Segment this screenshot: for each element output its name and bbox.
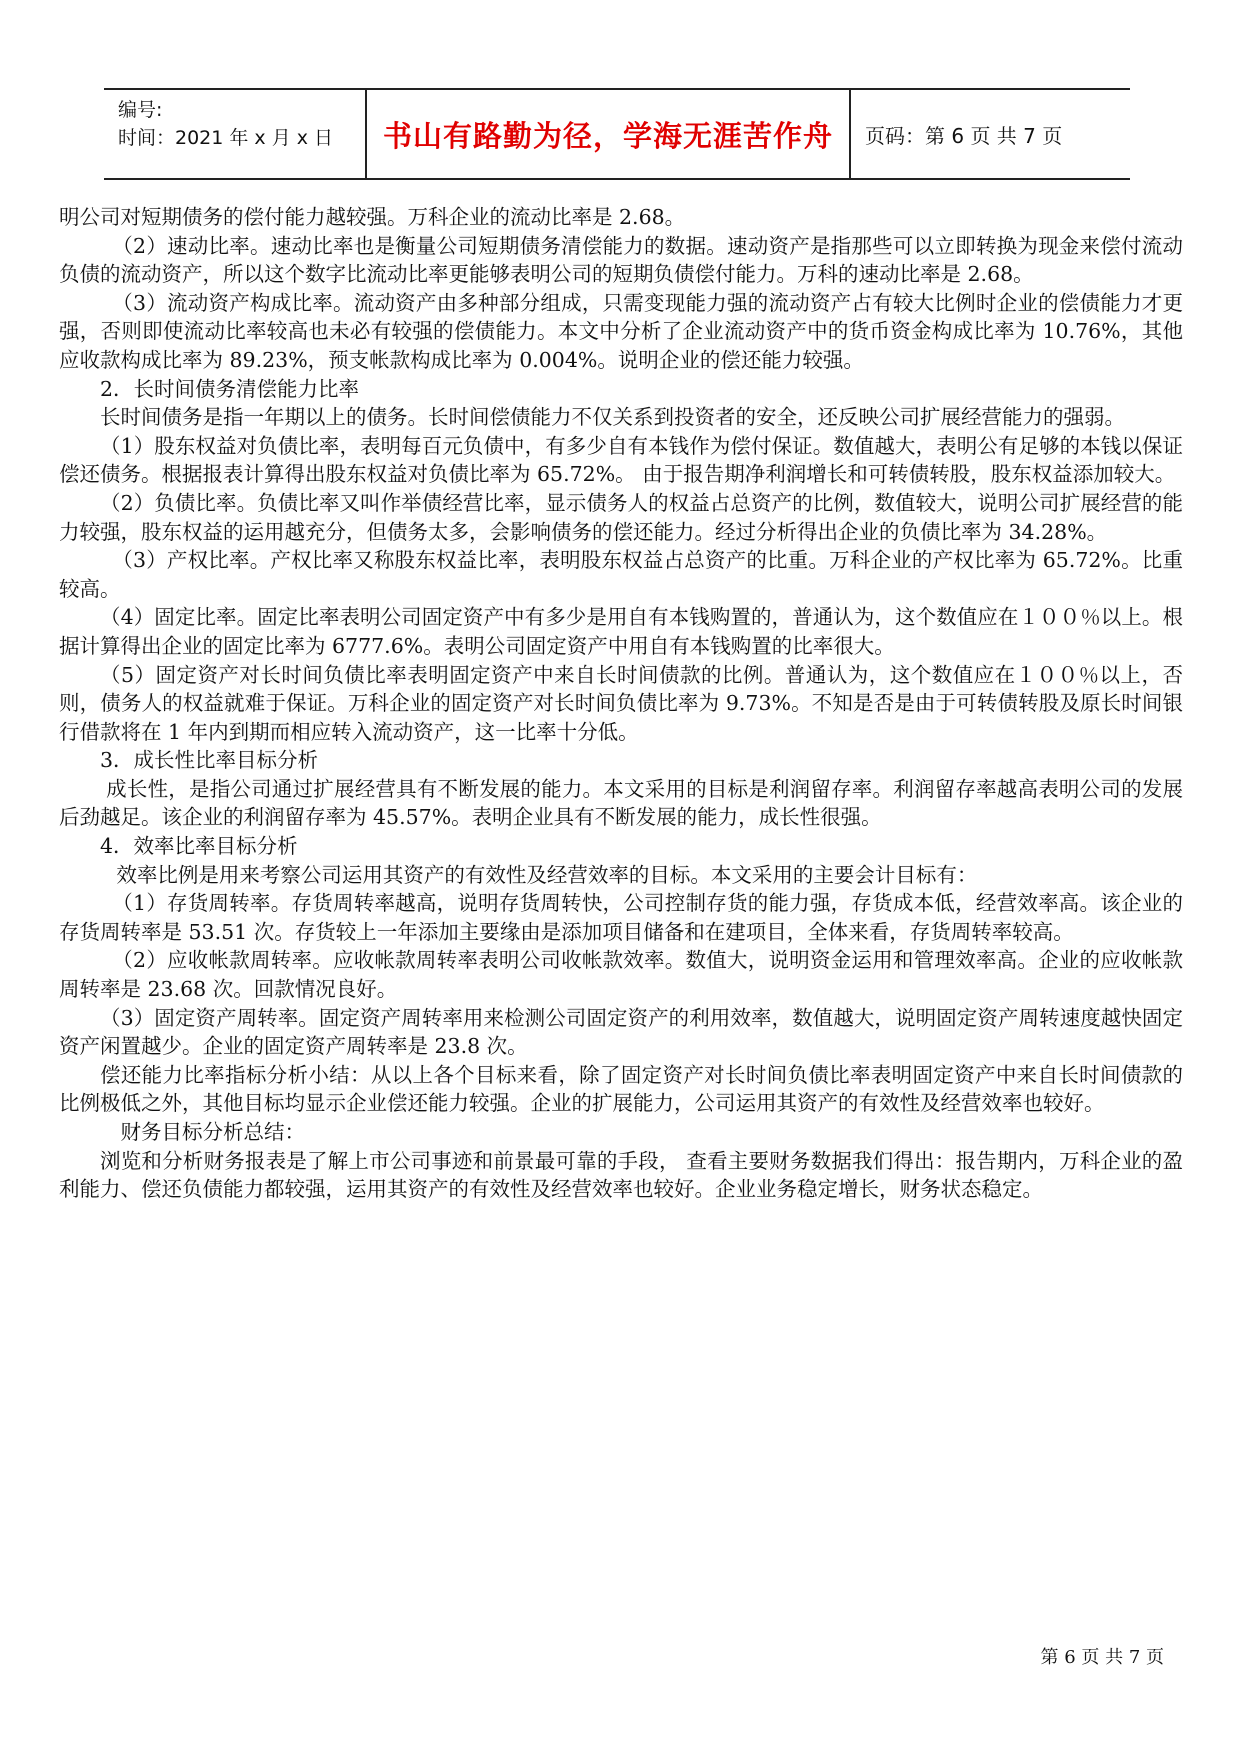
paragraph: （3）产权比率。产权比率又称股东权益比率，表明股东权益占总资产的比重。万科企业的产权比率为 65.72%。比重较高。 xyxy=(59,548,1183,601)
paragraph: （4）固定比率。固定比率表明公司固定资产中有多少是用自有本钱购置的，普通认为，这个数值应在１００％以上。根据计算得出企业的固定比率为 6777.6%。表明公司固定资产中用自有本钱购置的比率很大。 xyxy=(59,605,1183,658)
paragraph: （1）股东权益对负债比率，表明每百元负债中，有多少自有本钱作为偿付保证。数值越大，表明公有足够的本钱以保证偿还债务。根据报表计算得出股东权益对负债比率为 65.72%。 由于报告期净利润增长和可转债转股，股东权益添加较大。 xyxy=(59,433,1183,487)
paragraph: 成长性，是指公司通过扩展经营具有不断发展的能力。本文采用的目标是利润留存率。利润留存率越高表明公司的发展后劲越足。该企业的利润留存率为 45.57%。表明企业具有不断发展的能力，成长性很强。 xyxy=(59,776,1183,830)
document-number-label: 编号: xyxy=(118,99,163,121)
paragraph: （2）应收帐款周转率。应收帐款周转率表明公司收帐款效率。数值大，说明资金运用和管理效率高。企业的应收帐款周转率是 23.68 次。回款情况良好。 xyxy=(59,948,1183,1002)
header-page-cell xyxy=(851,90,1130,178)
section-heading: 4．效率比率目标分析 xyxy=(100,834,298,859)
header-page-info: 页码：第 6 页 共 7 页 xyxy=(865,123,1063,148)
document-time-label: 时间：2021 年 x 月 x 日 xyxy=(118,127,334,149)
paragraph: （3）固定资产周转率。固定资产周转率用来检测公司固定资产的利用效率，数值越大，说明固定资产周转速度越快固定资产闲置越少。企业的固定资产周转率是 23.8 次。 xyxy=(59,1005,1183,1059)
paragraph: （3）流动资产构成比率。流动资产由多种部分组成，只需变现能力强的流动资产占有较大比例时企业的偿债能力才更强，否则即使流动比率较高也未必有较强的偿债能力。本文中分析了企业流动资产中的货币资金构成比率为 10.76%，其他应收款构成比率为 89.23%，预支帐款构成比率为 0.004%。说明企业的偿还能力较强。 xyxy=(59,290,1183,372)
header-meta-cell xyxy=(104,90,367,178)
header-motto-cell xyxy=(367,90,851,178)
page-header xyxy=(104,88,1130,180)
header-motto: 书山有路勤为径，学海无涯苦作舟 xyxy=(382,118,833,153)
paragraph: 明公司对短期债务的偿付能力越较强。万科企业的流动比率是 2.68。 xyxy=(59,205,686,229)
paragraph: 效率比例是用来考察公司运用其资产的有效性及经营效率的目标。本文采用的主要会计目标有： xyxy=(116,862,978,887)
section-heading: 2．长时间债务清偿能力比率 xyxy=(100,376,360,401)
paragraph: 偿还能力比率指标分析小结：从以上各个目标来看，除了固定资产对长时间负债比率表明固定资产中来自长时间债款的比例极低之外，其他目标均显示企业偿还能力较强。企业的扩展能力，公司运用其资产的有效性及经营效率也较好。 xyxy=(59,1062,1183,1116)
section-heading: 财务目标分析总结： xyxy=(120,1120,305,1144)
paragraph: （2）速动比率。速动比率也是衡量公司短期债务清偿能力的数据。速动资产是指那些可以立即转换为现金来偿付流动负债的流动资产，所以这个数字比流动比率更能够表明公司的短期负债偿付能力。万科的速动比率是 2.68。 xyxy=(59,233,1183,287)
page-footer: 第 6 页 共 7 页 xyxy=(1040,1647,1164,1668)
paragraph: （5）固定资产对长时间负债比率表明固定资产中来自长时间债款的比例。普通认为，这个数值应在１００％以上，否则，债务人的权益就难于保证。万科企业的固定资产对长时间负债比率为 9.73%。不知是否是由于可转债转股及原长时间银行借款将在 1 年内到期而相应转入流动资产，这一比率十分低。 xyxy=(59,662,1183,744)
paragraph: （1）存货周转率。存货周转率越高，说明存货周转快，公司控制存货的能力强，存货成本低，经营效率高。该企业的存货周转率是 53.51 次。存货较上一年添加主要缘由是添加项目储备和在建项目，全体来看，存货周转率较高。 xyxy=(59,891,1183,944)
body-text xyxy=(59,203,1183,1204)
paragraph: （2）负债比率。负债比率又叫作举债经营比率，显示债务人的权益占总资产的比例，数值较大，说明公司扩展经营的能力较强，股东权益的运用越充分，但债务太多，会影响债务的偿还能力。经过分析得出企业的负债比率为 34.28%。 xyxy=(59,490,1183,544)
paragraph: 长时间债务是指一年期以上的债务。长时间偿债能力不仅关系到投资者的安全，还反映公司扩展经营能力的强弱。 xyxy=(100,405,1125,430)
section-heading: 3．成长性比率目标分析 xyxy=(100,748,319,773)
paragraph: 浏览和分析财务报表是了解上市公司事迹和前景最可靠的手段， 查看主要财务数据我们得出：报告期内，万科企业的盈利能力、偿还负债能力都较强，运用其资产的有效性及经营效率也较好。企业业务稳定增长，财务状态稳定。 xyxy=(59,1148,1183,1202)
